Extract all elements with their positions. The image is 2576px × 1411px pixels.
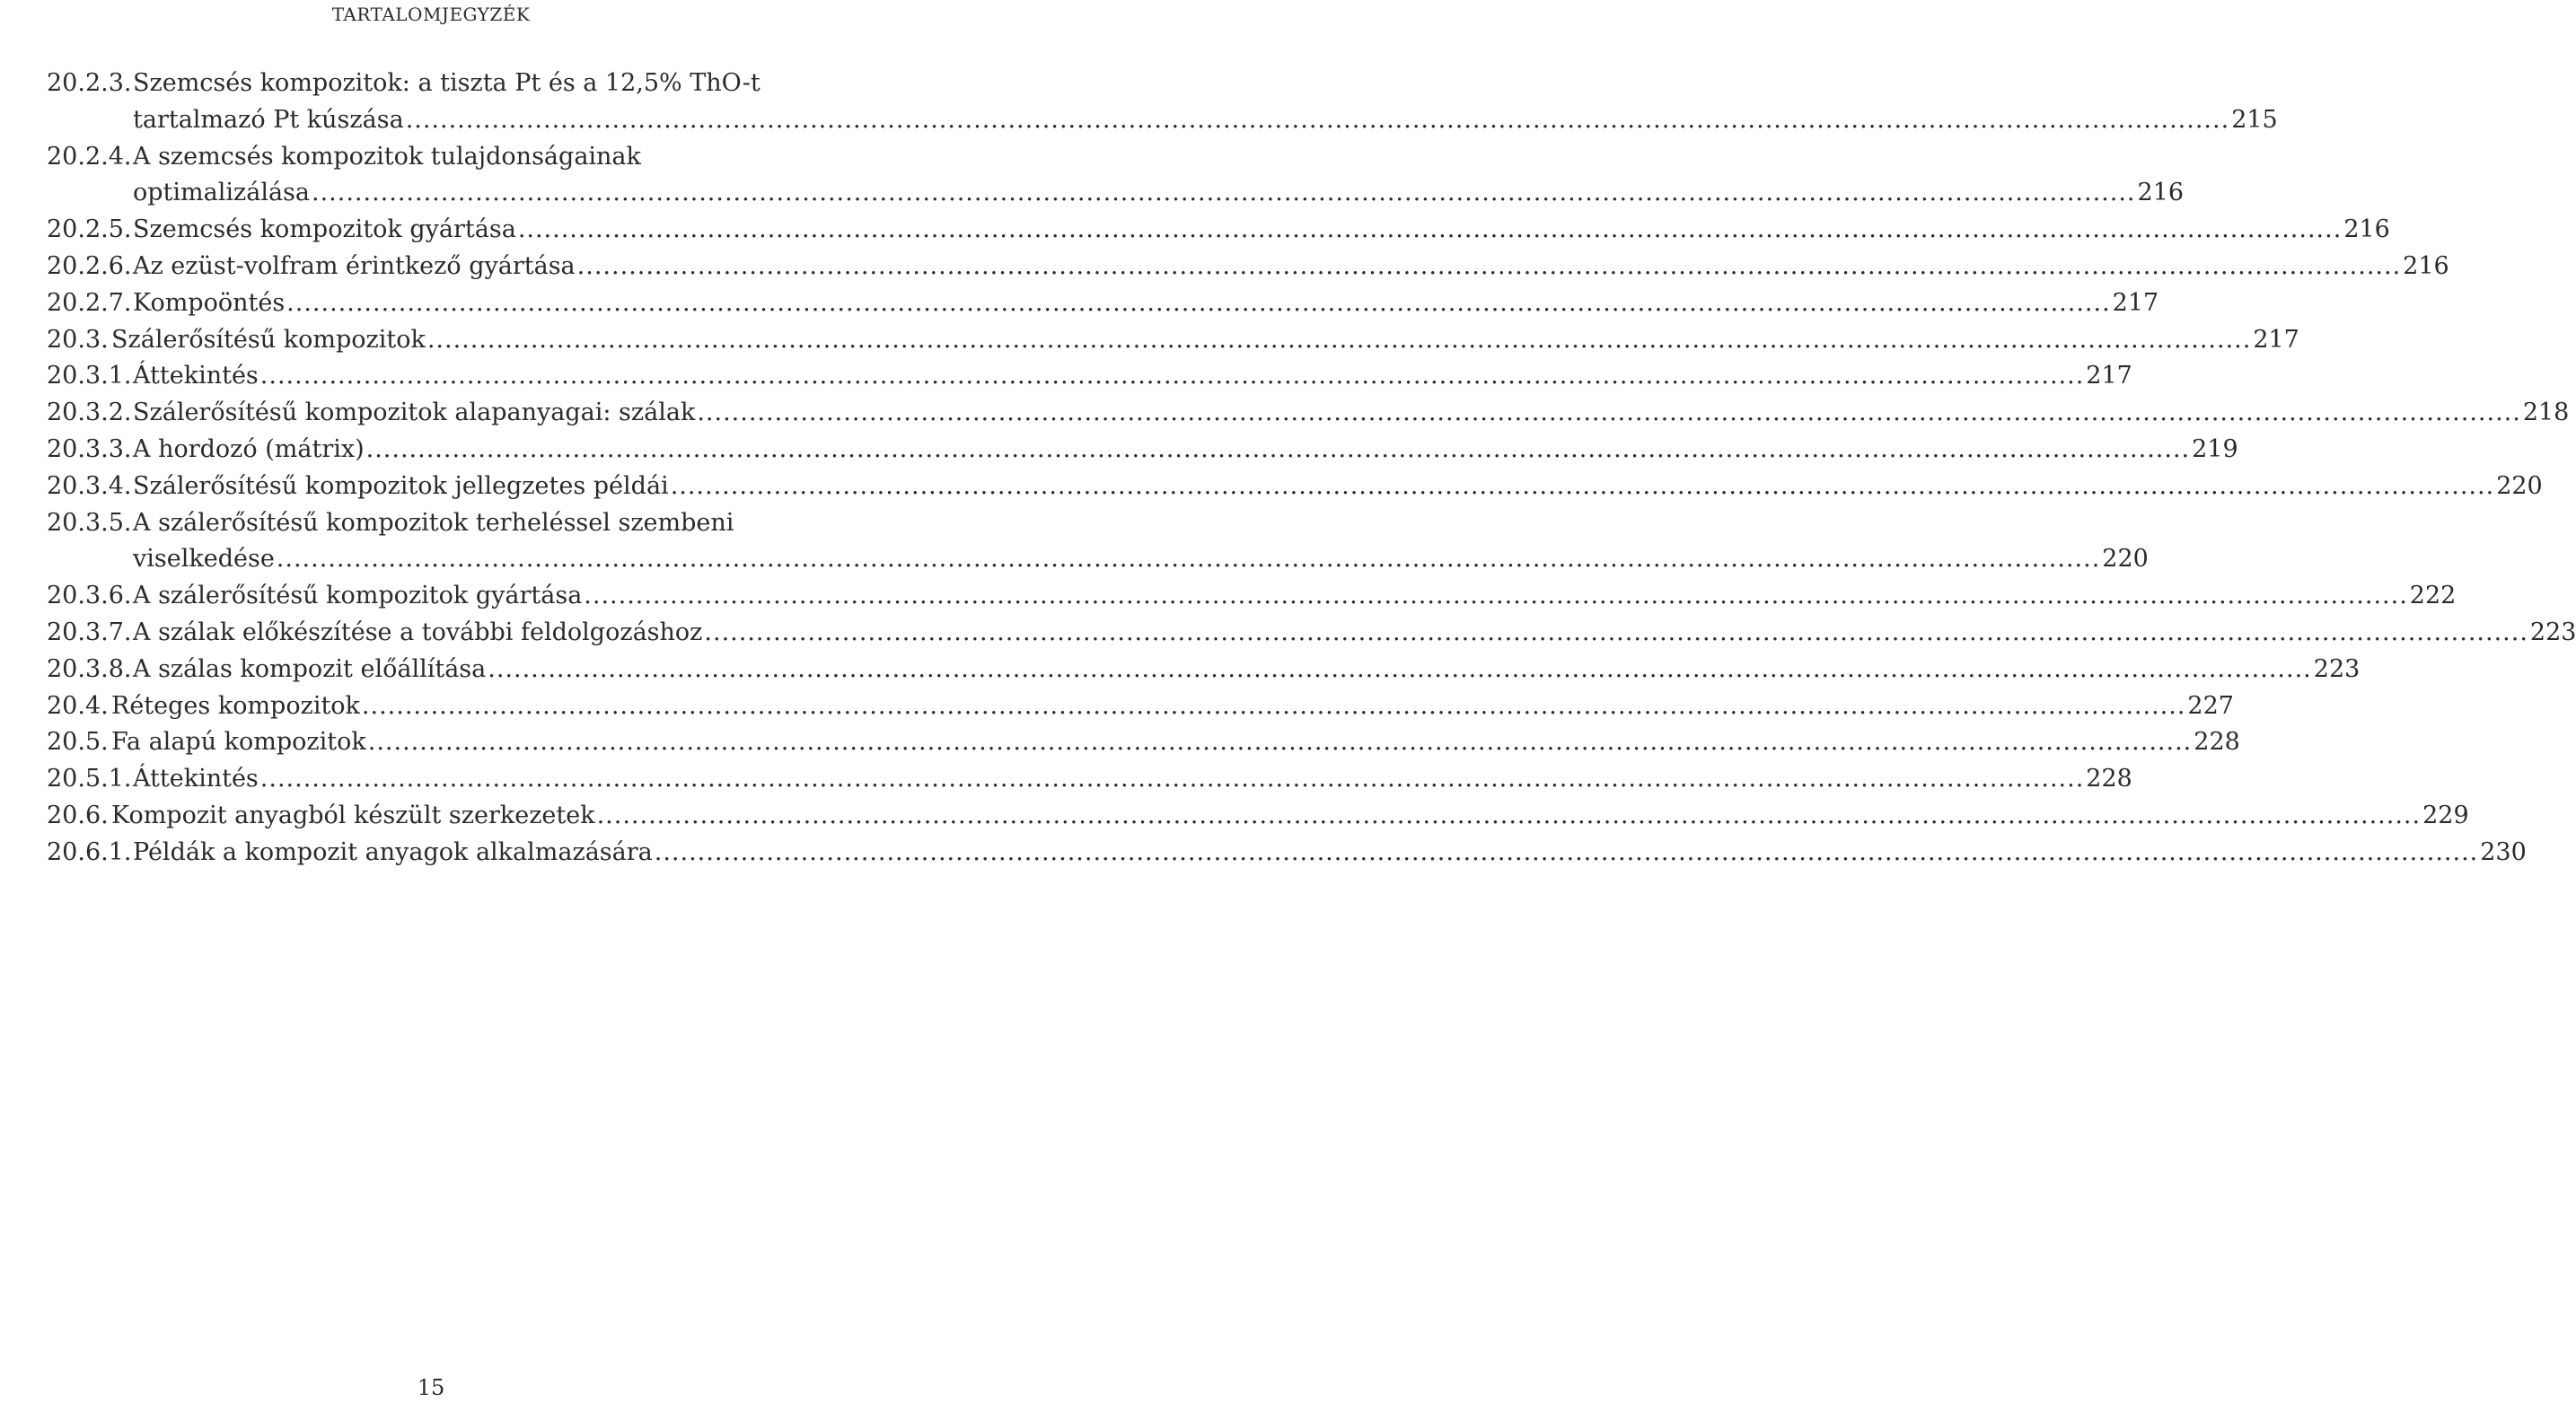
- toc-entry-number: 20.5.1.: [47, 765, 132, 793]
- dot-leader: [697, 395, 2521, 432]
- toc-entry-number: 20.3.8.: [47, 654, 132, 683]
- toc-entry-number: 20.6.: [47, 801, 109, 829]
- dot-leader: [260, 761, 2085, 798]
- dot-leader: [671, 469, 2495, 505]
- toc-entry-20-5-1[interactable]: [47, 761, 2132, 798]
- toc-entry-number: 20.6.1.: [47, 837, 132, 866]
- toc-entry-number: 20.3.3.: [47, 434, 132, 463]
- toc-entry-number: 20.2.6.: [47, 251, 132, 280]
- toc-entry-title: Szálerősítésű kompozitok: [111, 325, 426, 354]
- toc-entry-20-3-3[interactable]: [47, 432, 2238, 469]
- page-number: 15: [417, 1375, 445, 1400]
- toc-entry-number: 20.4.: [47, 691, 109, 720]
- toc-entry-title: Kompoöntés: [133, 288, 286, 317]
- toc-entry-title: A szemcsés kompozitok tulajdonságainak: [133, 142, 641, 171]
- toc-entry-title: Áttekintés: [133, 765, 259, 793]
- toc-entry-20-2-3[interactable]: [47, 66, 858, 102]
- table-of-contents: [47, 66, 2576, 872]
- dot-leader: [427, 322, 2252, 359]
- dot-leader: [406, 102, 2230, 139]
- toc-entry-title: Az ezüst-volfram érintkező gyártása: [133, 251, 576, 280]
- toc-entry-20-4[interactable]: [47, 688, 2234, 725]
- toc-entry-page: 216: [2403, 251, 2449, 280]
- toc-entry-page: 216: [2137, 179, 2185, 207]
- dot-leader: [584, 578, 2408, 615]
- toc-entry-20-3-5[interactable]: [47, 505, 858, 542]
- toc-entry-20-2-7[interactable]: [47, 285, 2159, 322]
- toc-entry-title: Példák a kompozit anyagok alkalmazására: [133, 837, 653, 866]
- toc-entry-20-3-2[interactable]: [47, 395, 2570, 432]
- running-header-title: TARTALOMJEGYZÉK: [331, 4, 531, 25]
- toc-entry-20-3[interactable]: [47, 322, 2299, 359]
- toc-entry-page: 223: [2529, 618, 2576, 646]
- toc-entry-number: 20.2.4.: [47, 142, 132, 171]
- toc-entry-20-6-1[interactable]: [47, 835, 2527, 872]
- toc-entry-number: 20.2.7.: [47, 288, 132, 317]
- toc-entry-20-3-1[interactable]: [47, 358, 2132, 395]
- toc-entry-page: 217: [2086, 362, 2132, 390]
- toc-entry-page: 229: [2422, 801, 2469, 829]
- dot-leader: [277, 541, 2101, 578]
- toc-entry-number: 20.2.5.: [47, 215, 132, 244]
- toc-entry-title: A szálak előkészítése a további feldolgozáshoz: [133, 618, 703, 646]
- toc-entry-number: 20.3.7.: [47, 618, 132, 646]
- toc-entry-title: A hordozó (mátrix): [133, 434, 365, 463]
- dot-leader: [286, 285, 2111, 322]
- toc-entry-20-6[interactable]: [47, 798, 2469, 835]
- toc-entry-title: Szálerősítésű kompozitok alapanyagai: szálak: [133, 399, 696, 427]
- dot-leader: [518, 212, 2343, 249]
- toc-entry-number: 20.2.3.: [47, 69, 132, 97]
- toc-entry-page: 220: [2102, 545, 2149, 574]
- toc-entry-title: Szemcsés kompozitok gyártása: [133, 215, 516, 244]
- toc-entry-page: 222: [2409, 582, 2457, 610]
- toc-entry-page: 228: [2086, 765, 2132, 793]
- toc-entry-title: Kompozit anyagból készült szerkezetek: [111, 801, 595, 829]
- toc-entry-20-3-5-continued[interactable]: [47, 541, 2149, 578]
- toc-entry-title: Áttekintés: [133, 362, 259, 390]
- toc-entry-page: 230: [2480, 837, 2527, 866]
- toc-entry-title: tartalmazó Pt kúszása: [133, 105, 404, 134]
- toc-entry-title: Szemcsés kompozitok: a tiszta Pt és a 12,5% ThO-t: [133, 69, 760, 97]
- toc-entry-20-2-6[interactable]: [47, 249, 2449, 285]
- dot-leader: [260, 358, 2085, 395]
- toc-entry-page: 219: [2192, 434, 2238, 463]
- toc-entry-number: 20.5.: [47, 728, 109, 757]
- toc-entry-number: 20.3.4.: [47, 471, 132, 500]
- toc-entry-page: 218: [2522, 399, 2570, 427]
- toc-entry-20-3-8[interactable]: [47, 652, 2361, 688]
- toc-entry-number: 20.3.: [47, 325, 109, 354]
- dot-leader: [655, 835, 2479, 872]
- toc-entry-20-2-3-continued[interactable]: [47, 102, 2278, 139]
- toc-entry-title: optimalizálása: [133, 179, 311, 207]
- dot-leader: [597, 798, 2422, 835]
- toc-entry-title: A szálerősítésű kompozitok terheléssel szembeni: [133, 508, 734, 537]
- toc-entry-number: 20.3.2.: [47, 399, 132, 427]
- dot-leader: [312, 175, 2136, 212]
- toc-entry-title: Szálerősítésű kompozitok jellegzetes példái: [133, 471, 669, 500]
- toc-entry-title: A szálas kompozit előállítása: [133, 654, 487, 683]
- toc-entry-page: 223: [2313, 654, 2361, 683]
- toc-entry-number: 20.3.5.: [47, 508, 132, 537]
- toc-entry-title: Fa alapú kompozitok: [111, 728, 366, 757]
- toc-entry-number: 20.3.6.: [47, 582, 132, 610]
- toc-entry-20-2-4[interactable]: [47, 139, 858, 176]
- toc-entry-page: 228: [2194, 728, 2240, 757]
- dot-leader: [488, 652, 2312, 688]
- toc-entry-20-5[interactable]: [47, 724, 2240, 761]
- toc-entry-title: viselkedése: [133, 545, 275, 574]
- dot-leader: [577, 249, 2402, 285]
- toc-entry-page: 215: [2231, 105, 2278, 134]
- toc-entry-20-3-6[interactable]: [47, 578, 2457, 615]
- toc-entry-page: 227: [2187, 691, 2234, 720]
- toc-entry-title: Réteges kompozitok: [111, 691, 360, 720]
- toc-entry-20-2-4-continued[interactable]: [47, 175, 2185, 212]
- toc-entry-20-3-4[interactable]: [47, 469, 2543, 505]
- toc-entry-page: 217: [2112, 288, 2159, 317]
- toc-entry-page: 220: [2496, 471, 2543, 500]
- toc-entry-20-3-7[interactable]: [47, 615, 2576, 652]
- dot-leader: [368, 724, 2193, 761]
- toc-entry-title: A szálerősítésű kompozitok gyártása: [133, 582, 583, 610]
- toc-entry-page: 216: [2343, 215, 2390, 244]
- toc-entry-20-2-5[interactable]: [47, 212, 2390, 249]
- dot-leader: [704, 615, 2528, 652]
- toc-entry-page: 217: [2253, 325, 2299, 354]
- dot-leader: [366, 432, 2191, 469]
- toc-entry-number: 20.3.1.: [47, 362, 132, 390]
- dot-leader: [362, 688, 2186, 725]
